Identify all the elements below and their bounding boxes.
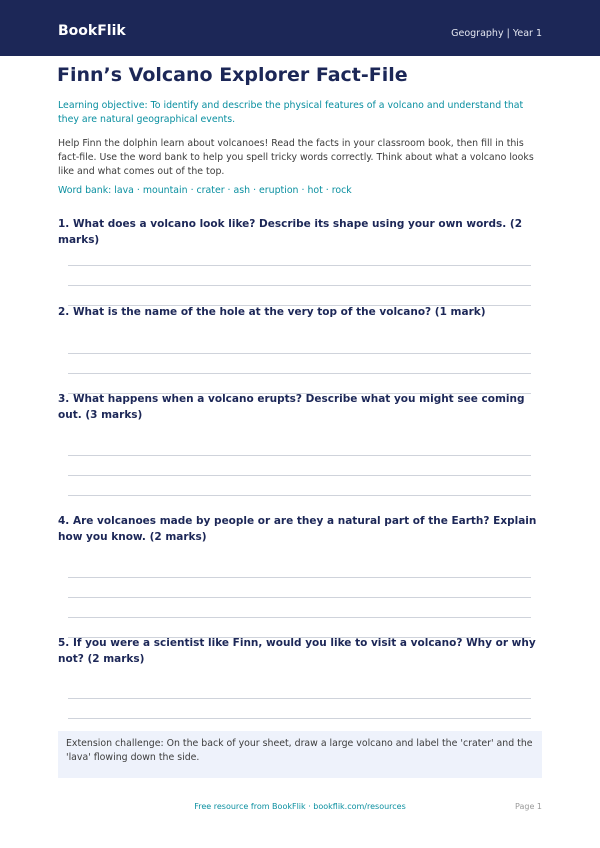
- answer-line[interactable]: [68, 597, 531, 598]
- question-4: 4. Are volcanoes made by people or are they a natural part of the Earth? Explain how you know. (2 marks): [58, 515, 537, 543]
- answer-line[interactable]: [68, 285, 531, 286]
- answer-line[interactable]: [68, 718, 531, 719]
- extension-text: Extension challenge: On the back of your sheet, draw a large volcano and label the 'crater' and the 'lava' flowing down the side.: [66, 738, 533, 763]
- footer-credit[interactable]: Free resource from BookFlik · bookflik.com/resources: [194, 802, 406, 811]
- answer-line[interactable]: [68, 353, 531, 354]
- extension-challenge: [58, 731, 542, 778]
- answer-line[interactable]: [68, 698, 531, 699]
- question-3: 3. What happens when a volcano erupts? Describe what you might see coming out. (3 marks): [58, 393, 525, 421]
- page-number: Page 1: [515, 802, 542, 811]
- answer-line[interactable]: [68, 373, 531, 374]
- learning-objective: Learning objective: To identify and describe the physical features of a volcano and understand that they are natural geographical events.: [58, 100, 524, 125]
- page-header: [0, 0, 600, 56]
- question-5: 5. If you were a scientist like Finn, would you like to visit a volcano? Why or why not? (2 marks): [58, 637, 536, 665]
- answer-line[interactable]: [68, 265, 531, 266]
- answer-line[interactable]: [68, 475, 531, 476]
- word-bank: Word bank: lava · mountain · crater · ash · eruption · hot · rock: [58, 185, 352, 196]
- answer-line[interactable]: [68, 577, 531, 578]
- question-2: 2. What is the name of the hole at the very top of the volcano? (1 mark): [58, 306, 486, 318]
- question-1: 1. What does a volcano look like? Describe its shape using your own words. (2 marks): [58, 218, 523, 246]
- answer-line[interactable]: [68, 495, 531, 496]
- answer-line[interactable]: [68, 455, 531, 456]
- page-title: Finn’s Volcano Explorer Fact-File: [57, 64, 408, 86]
- answer-line[interactable]: [68, 617, 531, 618]
- subject-year-label: Geography | Year 1: [451, 28, 542, 39]
- brand-logo[interactable]: BookFlik: [58, 23, 126, 39]
- intro-text: Help Finn the dolphin learn about volcanoes! Read the facts in your classroom book, then fill in this fact-file. Use the word bank to help you spell tricky words correctly. Think about what a volcano looks like and what comes out of the top.: [58, 138, 534, 177]
